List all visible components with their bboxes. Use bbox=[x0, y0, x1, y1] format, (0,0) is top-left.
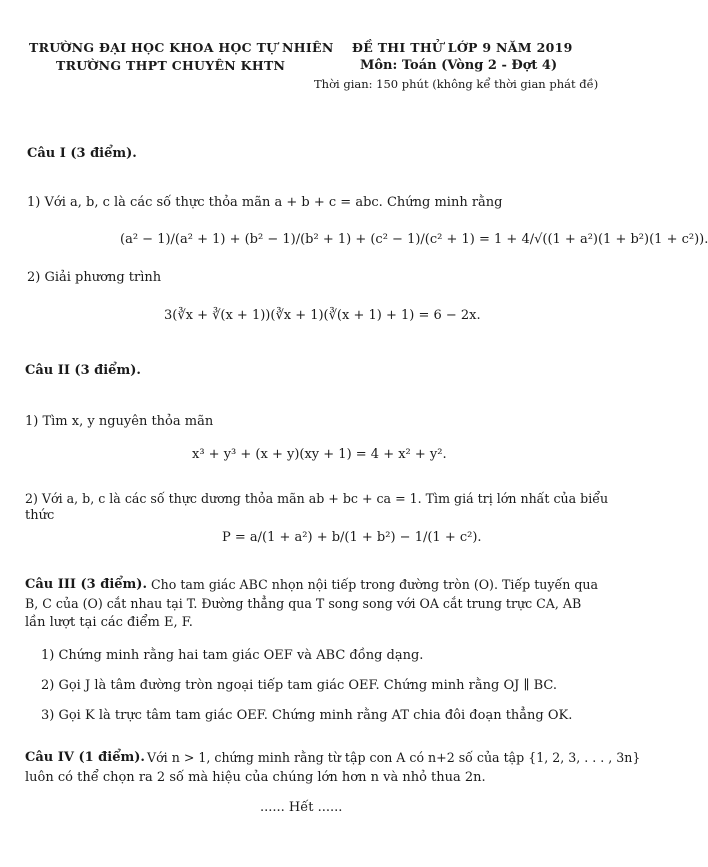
exam-subject: Môn: Toán (Vòng 2 - Đợt 4) bbox=[360, 58, 558, 73]
question-2-title: Câu II (3 điểm). bbox=[25, 363, 141, 378]
q2-part2-text-line1: 2) Với a, b, c là các số thực dương thỏa mãn ab + bc + ca = 1. Tìm giá trị lớn nhất của biểu bbox=[25, 491, 609, 506]
q3-intro-line3: lần lượt tại các điểm E, F. bbox=[25, 615, 193, 630]
q1-part1-formula: (a² − 1)/(a² + 1) + (b² − 1)/(b² + 1) + (c² − 1)/(c² + 1) = 1 + 4/√((1 + a²)(1 + b²)(1 + c²)). bbox=[120, 232, 708, 247]
q3-item-2: 2) Gọi J là tâm đường tròn ngoại tiếp tam giác OEF. Chứng minh rằng OJ ∥ BC. bbox=[41, 678, 558, 693]
q3-item-3: 3) Gọi K là trực tâm tam giác OEF. Chứng minh rằng AT chia đôi đoạn thẳng OK. bbox=[41, 708, 573, 723]
exam-time: Thời gian: 150 phút (không kể thời gian phát đề) bbox=[314, 77, 599, 91]
question-3-title: Câu III (3 điểm). bbox=[25, 577, 147, 592]
q1-part2-formula: 3(∛x + ∛(x + 1))(∛x + 1)(∛(x + 1) + 1) = 6 − 2x. bbox=[164, 308, 481, 323]
q2-part2-formula: P = a/(1 + a²) + b/(1 + b²) − 1/(1 + c²). bbox=[222, 530, 482, 545]
q3-item-1: 1) Chứng minh rằng hai tam giác OEF và ABC đồng dạng. bbox=[41, 648, 424, 663]
end-marker: ...... Hết ...... bbox=[260, 800, 343, 815]
q2-part1-formula: x³ + y³ + (x + y)(xy + 1) = 4 + x² + y². bbox=[192, 447, 447, 462]
school-subname: TRƯỜNG THPT CHUYÊN KHTN bbox=[56, 58, 286, 73]
q3-intro-line2: B, C của (O) cắt nhau tại T. Đường thẳng qua T song song với OA cắt trung trực CA, AB bbox=[25, 596, 582, 611]
question-4-title: Câu IV (1 điểm). bbox=[25, 750, 145, 765]
q4-line1: Với n > 1, chứng minh rằng từ tập con A có n+2 số của tập {1, 2, 3, . . . , 3n} bbox=[147, 750, 641, 765]
school-name: TRƯỜNG ĐẠI HỌC KHOA HỌC TỰ NHIÊN bbox=[29, 40, 334, 55]
q3-intro-line1: Cho tam giác ABC nhọn nội tiếp trong đường tròn (O). Tiếp tuyến qua bbox=[151, 577, 599, 592]
question-1-title: Câu I (3 điểm). bbox=[27, 146, 137, 161]
q2-part1-text: 1) Tìm x, y nguyên thỏa mãn bbox=[25, 414, 214, 429]
q1-part1-text: 1) Với a, b, c là các số thực thỏa mãn a + b + c = abc. Chứng minh rằng bbox=[27, 195, 503, 210]
q1-part2-text: 2) Giải phương trình bbox=[27, 270, 162, 285]
q2-part2-text-line2: thức bbox=[25, 508, 55, 523]
exam-title: ĐỀ THI THỬ LỚP 9 NĂM 2019 bbox=[352, 40, 573, 55]
q4-line2: luôn có thể chọn ra 2 số mà hiệu của chúng lớn hơn n và nhỏ thua 2n. bbox=[25, 770, 486, 785]
